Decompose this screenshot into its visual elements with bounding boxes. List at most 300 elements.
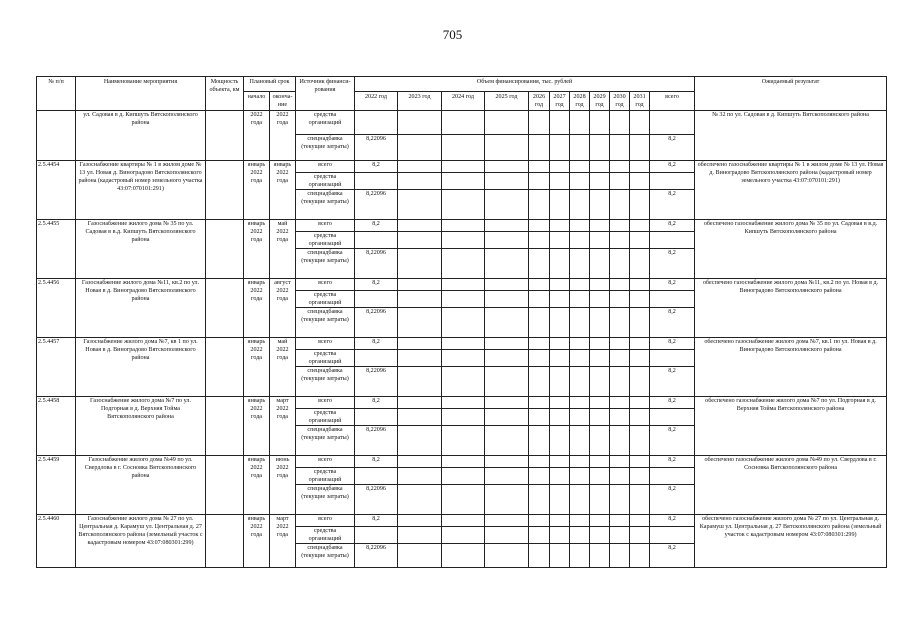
item-result: обеспечено газоснабжение жилого дома №11, кв.2 по ул. Новая в д. Виноградово Вятскополянского района <box>695 279 887 338</box>
source-org: средства организаций <box>296 173 355 190</box>
value-total: 8,2 <box>650 135 695 161</box>
header-volume: Объем финансирования, тыс. рублей <box>355 77 695 92</box>
empty-cell <box>630 544 650 568</box>
empty-cell <box>630 350 650 367</box>
empty-cell <box>398 527 442 544</box>
empty-cell <box>529 220 550 232</box>
empty-cell <box>590 190 610 220</box>
value-total: 8,2 <box>650 249 695 279</box>
empty-cell <box>529 249 550 279</box>
empty-cell <box>550 190 570 220</box>
source-org: средства организаций <box>296 350 355 367</box>
item-name: ул. Садовая в д. Кипшуть Вятскополянского района <box>76 111 206 161</box>
empty-cell <box>442 308 485 338</box>
empty-cell <box>570 544 590 568</box>
empty-cell <box>570 135 590 161</box>
empty-cell <box>590 279 610 291</box>
empty-cell <box>355 232 398 249</box>
item-power <box>206 279 244 338</box>
source-spec: спецнадбавка (текущие затраты) <box>296 485 355 515</box>
empty-cell <box>650 111 695 135</box>
source-org: средства организаций <box>296 409 355 426</box>
empty-cell <box>630 456 650 468</box>
value-total: 8,2 <box>650 485 695 515</box>
item-number: 2.5.4459 <box>37 456 76 515</box>
value-total: 8,2 <box>650 190 695 220</box>
header-period: Плановый срок <box>244 77 296 92</box>
empty-cell <box>529 367 550 397</box>
empty-cell <box>590 249 610 279</box>
item-end: март 2022 года <box>270 515 296 568</box>
item-power <box>206 397 244 456</box>
empty-cell <box>398 397 442 409</box>
empty-cell <box>610 338 630 350</box>
empty-cell <box>442 338 485 350</box>
empty-cell <box>355 468 398 485</box>
page-number: 705 <box>442 27 463 42</box>
empty-cell <box>570 426 590 456</box>
source-org: средства организаций <box>296 468 355 485</box>
empty-cell <box>630 279 650 291</box>
item-start: январь 2022 года <box>244 456 270 515</box>
empty-cell <box>529 397 550 409</box>
item-result: обеспечено газоснабжение жилого дома №49 по ул. Свердлова в г. Сосновка Вятскополянского района <box>695 456 887 515</box>
item-name: Газоснабжение квартиры № 1 в жилом доме № 13 ул. Новая д. Виноградово Вятскополянского района (кадастровый номер земельного участка 43:07:070101:291) <box>76 161 206 220</box>
empty-cell <box>355 173 398 190</box>
empty-cell <box>610 308 630 338</box>
empty-cell <box>650 291 695 308</box>
value-total: 8,2 <box>650 397 695 409</box>
year-col-header: 2029 год <box>590 92 610 111</box>
empty-cell <box>590 544 610 568</box>
item-result: обеспечено газоснабжение жилого дома № 27 по ул. Центральная д. Карамуш ул. Центральная д. 27 Вятскополянского района (земельный участок с кадастровым номером 43:07:080301:299) <box>695 515 887 568</box>
source-spec: спецнадбавка (текущие затраты) <box>296 544 355 568</box>
empty-cell <box>529 173 550 190</box>
source-org: средства организаций <box>296 111 355 135</box>
source-org: средства организаций <box>296 291 355 308</box>
empty-cell <box>529 426 550 456</box>
empty-cell <box>610 220 630 232</box>
empty-cell <box>485 161 529 173</box>
empty-cell <box>529 308 550 338</box>
empty-cell <box>650 527 695 544</box>
empty-cell <box>398 485 442 515</box>
empty-cell <box>610 397 630 409</box>
year-col-header: 2030 год <box>610 92 630 111</box>
empty-cell <box>485 456 529 468</box>
source-spec: спецнадбавка (текущие затраты) <box>296 426 355 456</box>
empty-cell <box>442 173 485 190</box>
empty-cell <box>485 426 529 456</box>
empty-cell <box>442 161 485 173</box>
value-2022: 8,22096 <box>355 135 398 161</box>
empty-cell <box>590 468 610 485</box>
empty-cell <box>398 544 442 568</box>
source-spec: спецнадбавка (текущие затраты) <box>296 308 355 338</box>
empty-cell <box>630 308 650 338</box>
value-total: 8,2 <box>650 279 695 291</box>
table-row <box>37 515 887 527</box>
empty-cell <box>355 409 398 426</box>
empty-cell <box>529 409 550 426</box>
empty-cell <box>550 397 570 409</box>
item-end: август 2022 года <box>270 279 296 338</box>
empty-cell <box>630 527 650 544</box>
empty-cell <box>398 173 442 190</box>
empty-cell <box>442 249 485 279</box>
empty-cell <box>529 485 550 515</box>
empty-cell <box>398 426 442 456</box>
item-power <box>206 220 244 279</box>
empty-cell <box>550 291 570 308</box>
empty-cell <box>550 527 570 544</box>
empty-cell <box>485 544 529 568</box>
empty-cell <box>630 161 650 173</box>
empty-cell <box>590 173 610 190</box>
item-name: Газоснабжение жилого дома №7 по ул. Подгорная в д. Верхняя Тойма Вятскополянского района <box>76 397 206 456</box>
empty-cell <box>570 338 590 350</box>
empty-cell <box>570 308 590 338</box>
empty-cell <box>610 190 630 220</box>
item-number: 2.5.4457 <box>37 338 76 397</box>
empty-cell <box>650 409 695 426</box>
empty-cell <box>550 544 570 568</box>
empty-cell <box>442 409 485 426</box>
empty-cell <box>485 232 529 249</box>
empty-cell <box>590 515 610 527</box>
empty-cell <box>442 367 485 397</box>
value-2022: 8,22096 <box>355 426 398 456</box>
empty-cell <box>550 135 570 161</box>
empty-cell <box>550 249 570 279</box>
empty-cell <box>570 527 590 544</box>
empty-cell <box>550 308 570 338</box>
empty-cell <box>630 190 650 220</box>
empty-cell <box>630 367 650 397</box>
empty-cell <box>550 515 570 527</box>
empty-cell <box>398 220 442 232</box>
header-num: № п/п <box>37 77 76 111</box>
item-start: январь 2022 года <box>244 279 270 338</box>
empty-cell <box>590 367 610 397</box>
empty-cell <box>630 338 650 350</box>
item-number: 2.5.4456 <box>37 279 76 338</box>
value-total: 8,2 <box>650 220 695 232</box>
year-col-header: 2023 год <box>398 92 442 111</box>
table-row <box>37 338 887 350</box>
empty-cell <box>529 544 550 568</box>
empty-cell <box>610 515 630 527</box>
empty-cell <box>590 308 610 338</box>
empty-cell <box>570 232 590 249</box>
empty-cell <box>590 291 610 308</box>
empty-cell <box>630 249 650 279</box>
empty-cell <box>630 426 650 456</box>
empty-cell <box>570 173 590 190</box>
empty-cell <box>485 190 529 220</box>
empty-cell <box>398 456 442 468</box>
value-total: 8,2 <box>650 338 695 350</box>
value-2022: 8,22096 <box>355 308 398 338</box>
empty-cell <box>398 515 442 527</box>
empty-cell <box>590 220 610 232</box>
value-total: 8,2 <box>650 544 695 568</box>
table-body <box>37 111 887 568</box>
empty-cell <box>398 190 442 220</box>
empty-cell <box>485 527 529 544</box>
table-row <box>37 456 887 468</box>
empty-cell <box>610 485 630 515</box>
empty-cell <box>485 291 529 308</box>
item-result: № 32 по ул. Садовая в д. Кипшуть Вятскополянского района <box>695 111 887 161</box>
empty-cell <box>485 350 529 367</box>
empty-cell <box>570 220 590 232</box>
header-power: Мощность объекта, км <box>206 77 244 111</box>
empty-cell <box>529 338 550 350</box>
empty-cell <box>550 161 570 173</box>
empty-cell <box>485 173 529 190</box>
empty-cell <box>550 220 570 232</box>
header-start: начало <box>244 92 270 111</box>
empty-cell <box>630 485 650 515</box>
empty-cell <box>590 527 610 544</box>
value-total: 8,2 <box>650 515 695 527</box>
empty-cell <box>610 367 630 397</box>
empty-cell <box>485 249 529 279</box>
empty-cell <box>570 515 590 527</box>
value-2022: 8,22096 <box>355 249 398 279</box>
table-row <box>37 279 887 291</box>
source-all: всего <box>296 220 355 232</box>
table-row <box>37 111 887 135</box>
source-spec: спецнадбавка (текущие затраты) <box>296 367 355 397</box>
empty-cell <box>485 367 529 397</box>
header-name: Наименование мероприятия <box>76 77 206 111</box>
empty-cell <box>610 291 630 308</box>
empty-cell <box>610 173 630 190</box>
item-number: 2.5.4460 <box>37 515 76 568</box>
value-total: 8,2 <box>650 308 695 338</box>
item-end: январь 2022 года <box>270 161 296 220</box>
value-2022: 8,2 <box>355 515 398 527</box>
year-col-header: 2028 год <box>570 92 590 111</box>
item-number: 2.5.4454 <box>37 161 76 220</box>
empty-cell <box>590 485 610 515</box>
empty-cell <box>550 338 570 350</box>
empty-cell <box>442 232 485 249</box>
empty-cell <box>610 232 630 249</box>
empty-cell <box>570 111 590 135</box>
empty-cell <box>398 161 442 173</box>
empty-cell <box>610 111 630 135</box>
empty-cell <box>398 291 442 308</box>
item-name: Газоснабжение жилого дома № 27 по ул. Центральная д. Карамуш ул. Центральная д. 27 Вятскополянского района (земельный участок с кадастровым номером 43:07:080301:299) <box>76 515 206 568</box>
empty-cell <box>610 409 630 426</box>
empty-cell <box>485 409 529 426</box>
empty-cell <box>590 111 610 135</box>
value-2022: 8,2 <box>355 161 398 173</box>
empty-cell <box>610 544 630 568</box>
empty-cell <box>610 527 630 544</box>
empty-cell <box>650 232 695 249</box>
item-name: Газоснабжение жилого дома №11, кв.2 по ул. Новая в д. Виноградово Вятскополянского района <box>76 279 206 338</box>
header-end: оконча-ние <box>270 92 296 111</box>
value-2022: 8,22096 <box>355 544 398 568</box>
item-power <box>206 456 244 515</box>
empty-cell <box>590 135 610 161</box>
empty-cell <box>442 456 485 468</box>
empty-cell <box>442 291 485 308</box>
empty-cell <box>570 468 590 485</box>
empty-cell <box>610 350 630 367</box>
source-all: всего <box>296 161 355 173</box>
empty-cell <box>590 232 610 249</box>
empty-cell <box>398 232 442 249</box>
item-result: обеспечено газоснабжение квартиры № 1 в жилом доме № 13 ул. Новая д. Виноградово Вятскополянского района (кадастровый номер земельного участка 43:07:070101:291) <box>695 161 887 220</box>
empty-cell <box>529 161 550 173</box>
item-result: обеспечено газоснабжение жилого дома №7, кв.1 по ул. Новая в д. Виноградово Вятскополянского района <box>695 338 887 397</box>
table-row <box>37 397 887 409</box>
empty-cell <box>485 338 529 350</box>
financing-table <box>36 76 887 568</box>
empty-cell <box>398 468 442 485</box>
empty-cell <box>442 468 485 485</box>
item-start: январь 2022 года <box>244 161 270 220</box>
empty-cell <box>529 515 550 527</box>
source-spec: спецнадбавка (текущие затраты) <box>296 190 355 220</box>
empty-cell <box>590 350 610 367</box>
empty-cell <box>630 173 650 190</box>
empty-cell <box>529 190 550 220</box>
value-2022: 8,22096 <box>355 190 398 220</box>
empty-cell <box>630 220 650 232</box>
year-col-header: 2024 год <box>442 92 485 111</box>
empty-cell <box>529 279 550 291</box>
empty-cell <box>485 397 529 409</box>
empty-cell <box>570 350 590 367</box>
empty-cell <box>570 456 590 468</box>
empty-cell <box>529 350 550 367</box>
empty-cell <box>398 409 442 426</box>
item-name: Газоснабжение жилого дома № 35 по ул. Садовая в в.д. Кипшуть Вятскополянского района <box>76 220 206 279</box>
empty-cell <box>355 527 398 544</box>
empty-cell <box>590 456 610 468</box>
year-col-header: 2031 год <box>630 92 650 111</box>
empty-cell <box>590 426 610 456</box>
empty-cell <box>550 279 570 291</box>
empty-cell <box>485 308 529 338</box>
item-end: 2022 года <box>270 111 296 161</box>
source-all: всего <box>296 456 355 468</box>
empty-cell <box>570 161 590 173</box>
source-all: всего <box>296 397 355 409</box>
empty-cell <box>529 456 550 468</box>
empty-cell <box>442 279 485 291</box>
item-power <box>206 515 244 568</box>
empty-cell <box>550 456 570 468</box>
value-2022: 8,22096 <box>355 367 398 397</box>
empty-cell <box>485 468 529 485</box>
source-spec: спецнадбавка (текущие затраты) <box>296 249 355 279</box>
empty-cell <box>570 409 590 426</box>
source-all: всего <box>296 338 355 350</box>
item-start: январь 2022 года <box>244 220 270 279</box>
item-name: Газоснабжение жилого дома №49 по ул. Свердлова в г. Сосновка Вятскополянского района <box>76 456 206 515</box>
empty-cell <box>442 544 485 568</box>
empty-cell <box>529 135 550 161</box>
empty-cell <box>630 515 650 527</box>
empty-cell <box>442 135 485 161</box>
empty-cell <box>355 291 398 308</box>
value-total: 8,2 <box>650 161 695 173</box>
item-number: 2.5.4458 <box>37 397 76 456</box>
empty-cell <box>550 367 570 397</box>
source-all: всего <box>296 515 355 527</box>
year-col-header: всего <box>650 92 695 111</box>
empty-cell <box>550 468 570 485</box>
value-total: 8,2 <box>650 367 695 397</box>
empty-cell <box>630 409 650 426</box>
empty-cell <box>529 111 550 135</box>
empty-cell <box>590 338 610 350</box>
source-org: средства организаций <box>296 232 355 249</box>
empty-cell <box>529 468 550 485</box>
empty-cell <box>570 485 590 515</box>
empty-cell <box>355 111 398 135</box>
empty-cell <box>442 515 485 527</box>
empty-cell <box>570 190 590 220</box>
empty-cell <box>610 468 630 485</box>
empty-cell <box>610 456 630 468</box>
source-spec: спецнадбавка (текущие затраты) <box>296 135 355 161</box>
empty-cell <box>630 468 650 485</box>
year-col-header: 2025 год <box>485 92 529 111</box>
empty-cell <box>550 426 570 456</box>
empty-cell <box>355 350 398 367</box>
empty-cell <box>398 350 442 367</box>
empty-cell <box>442 350 485 367</box>
empty-cell <box>485 111 529 135</box>
empty-cell <box>550 409 570 426</box>
item-start: 2022 года <box>244 111 270 161</box>
empty-cell <box>398 135 442 161</box>
empty-cell <box>398 111 442 135</box>
empty-cell <box>590 161 610 173</box>
empty-cell <box>442 220 485 232</box>
item-power <box>206 161 244 220</box>
empty-cell <box>610 426 630 456</box>
item-number <box>37 111 76 161</box>
source-all: всего <box>296 279 355 291</box>
item-name: Газоснабжение жилого дома №7, кв 1 по ул. Новая в д. Виноградово Вятскополянского района <box>76 338 206 397</box>
empty-cell <box>442 426 485 456</box>
value-2022: 8,22096 <box>355 485 398 515</box>
empty-cell <box>550 232 570 249</box>
header-source: Источник финанси-рования <box>296 77 355 111</box>
empty-cell <box>485 135 529 161</box>
empty-cell <box>442 397 485 409</box>
empty-cell <box>398 367 442 397</box>
empty-cell <box>650 173 695 190</box>
empty-cell <box>570 397 590 409</box>
empty-cell <box>650 350 695 367</box>
empty-cell <box>570 249 590 279</box>
item-number: 2.5.4455 <box>37 220 76 279</box>
item-start: январь 2022 года <box>244 338 270 397</box>
empty-cell <box>529 527 550 544</box>
empty-cell <box>550 485 570 515</box>
value-total: 8,2 <box>650 456 695 468</box>
